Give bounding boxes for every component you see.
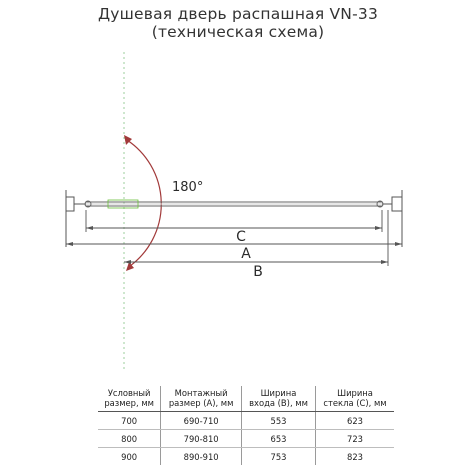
dimension-label-a: A xyxy=(241,246,251,262)
header-text: размер, мм xyxy=(104,398,154,408)
header-text: размер (А), мм xyxy=(168,398,234,408)
header-text: Ширина xyxy=(260,388,297,398)
header-text: Условный xyxy=(107,388,151,398)
dimension-line-a xyxy=(66,242,402,246)
table-row xyxy=(98,430,394,448)
dimension-label-c: C xyxy=(236,229,246,245)
diagram-subtitle: (техническая схема) xyxy=(151,23,325,41)
table-cell: 900 xyxy=(121,451,138,462)
glass-panel xyxy=(85,200,383,208)
left-wall-profile xyxy=(66,190,88,247)
header-text: стекла (С), мм xyxy=(323,398,387,408)
table-cell: 623 xyxy=(316,412,395,430)
table-cell: 723 xyxy=(316,430,395,448)
header-glass-width xyxy=(316,386,395,412)
size-spec-table xyxy=(98,386,394,465)
table-cell: 553 xyxy=(241,412,315,430)
table-cell: 753 xyxy=(241,448,315,466)
header-nominal-size xyxy=(98,386,161,412)
table-header-row xyxy=(98,386,394,412)
swing-arrow-top-icon xyxy=(124,135,132,145)
angle-label: 180° xyxy=(172,180,204,195)
swing-arc xyxy=(127,140,161,266)
table-row xyxy=(98,412,394,430)
header-text: Ширина xyxy=(337,388,373,398)
header-text: входа (В), мм xyxy=(249,398,308,408)
dimension-line-c xyxy=(86,210,382,232)
dimension-label-b: B xyxy=(253,264,263,280)
diagram-title: Душевая дверь распашная VN-33 xyxy=(97,5,379,23)
header-text: Монтажный xyxy=(174,388,228,398)
header-mounting-size xyxy=(161,386,242,412)
table-cell: 690-710 xyxy=(161,412,242,430)
right-wall-profile xyxy=(380,190,402,247)
table-cell: 823 xyxy=(316,448,395,466)
table-cell: 653 xyxy=(241,430,315,448)
table-row xyxy=(98,448,394,466)
table-cell: 800 xyxy=(98,430,161,448)
header-entrance-width xyxy=(241,386,315,412)
table-cell: 700 xyxy=(98,412,161,430)
table-cell: 790-810 xyxy=(161,430,242,448)
table-cell: 890-910 xyxy=(161,448,242,466)
dimension-line-b xyxy=(124,210,388,266)
